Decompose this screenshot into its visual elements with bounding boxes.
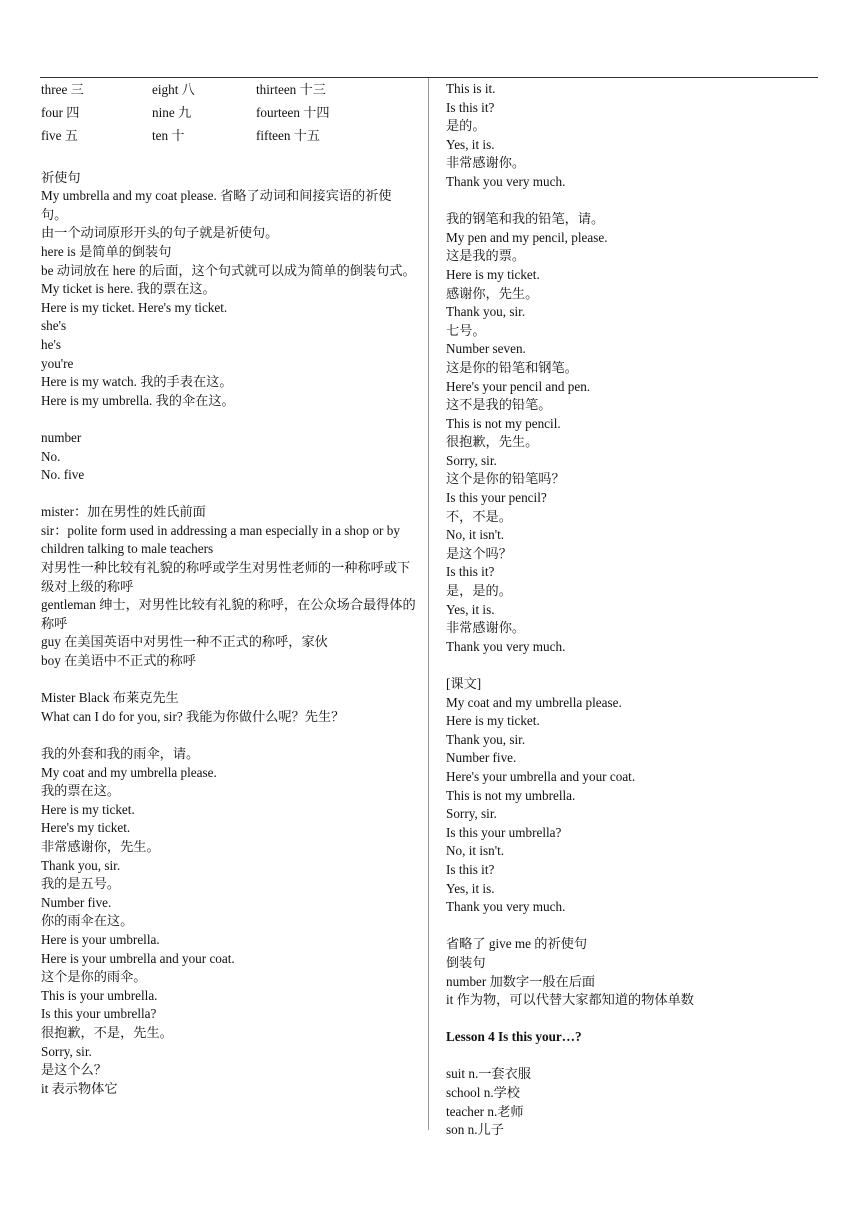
text-line: 非常感谢你。 [446, 620, 526, 636]
text-line: it 作为物，可以代替大家都知道的物体单数 [446, 992, 694, 1008]
text-line: 祈使句 [41, 169, 81, 185]
text-line: school n.学校 [446, 1085, 520, 1101]
left-column [41, 81, 417, 1098]
text-line [41, 150, 417, 169]
text-line: 这个是你的铅笔吗？ [446, 471, 565, 487]
text-line: Sorry, sir. [446, 806, 497, 822]
text-line: Thank you, sir. [446, 304, 526, 320]
text-line: My coat and my umbrella please. [446, 694, 622, 710]
text-line: Is this your umbrella? [41, 1006, 157, 1022]
text-line: he's [41, 336, 61, 352]
text-line [41, 485, 417, 504]
text-line: 我的钢笔和我的铅笔，请。 [446, 211, 605, 227]
text-line: 对男性一种比较有礼貌的称呼或学生对男性老师的一种称呼或下级对上级的称呼 [41, 560, 411, 594]
text-line: Is this your umbrella? [446, 824, 562, 840]
text-line: boy 在美语中不正式的称呼 [41, 653, 196, 669]
text-line: Here is my ticket. [446, 266, 540, 282]
column-divider [428, 78, 429, 1130]
text-line: This is your umbrella. [41, 987, 158, 1003]
text-line: My coat and my umbrella please. [41, 764, 217, 780]
text-line: No, it isn't. [446, 843, 505, 859]
text-line: Here is my ticket. Here's my ticket. [41, 299, 228, 315]
text-line: No. five [41, 467, 85, 483]
number-cell: eight 八 [152, 82, 195, 97]
text-line: Is this it? [446, 861, 495, 877]
text-line: What can I do for you, sir? 我能为你做什么呢？先生？ [41, 708, 345, 724]
text-line: Sorry, sir. [41, 1043, 92, 1059]
text-line [41, 726, 417, 745]
text-line: Thank you, sir. [41, 857, 121, 873]
text-line: Yes, it is. [446, 136, 495, 152]
text-line: 我的外套和我的雨伞，请。 [41, 746, 200, 761]
text-line: she's [41, 318, 67, 334]
text-line: 这个是你的雨伞。 [41, 969, 147, 985]
text-line: Sorry, sir. [446, 452, 497, 468]
text-line: 七号。 [446, 322, 486, 338]
text-line: 非常感谢你，先生。 [41, 838, 160, 854]
text-line: Thank you very much. [446, 638, 566, 654]
text-line: suit n.一套衣服 [446, 1066, 531, 1082]
text-line: gentleman 绅士，对男性比较有礼貌的称呼，在公众场合最得体的称呼 [41, 597, 416, 631]
text-line: Number five. [446, 750, 517, 766]
text-line: Mister Black 布莱克先生 [41, 690, 179, 706]
text-line: 这不是我的铅笔。 [446, 397, 552, 413]
text-line: Yes, it is. [446, 880, 495, 896]
text-line: be 动词放在 here 的后面，这个句式就可以成为简单的倒装句式。 [41, 262, 416, 278]
text-line: No, it isn't. [446, 527, 505, 543]
text-line: Number seven. [446, 341, 526, 357]
text-line: guy 在美国英语中对男性一种不正式的称呼，家伙 [41, 634, 328, 650]
text-line: Lesson 4 Is this your…? [446, 1029, 582, 1045]
text-line: My pen and my pencil, please. [446, 229, 608, 245]
text-line: 我的票在这。 [41, 783, 121, 799]
text-line: 感谢你，先生。 [446, 285, 539, 301]
text-line: Here's your pencil and pen. [446, 378, 591, 394]
number-cell: nine 九 [152, 105, 192, 120]
text-line: 是这个么？ [41, 1062, 107, 1078]
text-line: 你的雨伞在这。 [41, 913, 134, 929]
text-line: Is this your pencil? [446, 490, 547, 506]
text-line: number [41, 429, 82, 445]
number-cell: fourteen 十四 [256, 105, 330, 120]
text-line: Here is my ticket. [446, 713, 540, 729]
text-line: Thank you very much. [446, 899, 566, 915]
text-line: son n.儿子 [446, 1122, 504, 1138]
text-line [446, 917, 818, 936]
text-line: This is not my pencil. [446, 415, 561, 431]
text-line: 很抱歉，先生。 [446, 434, 539, 450]
text-line: This is it. [446, 81, 496, 96]
number-table [41, 81, 417, 150]
text-line: 倒装句 [446, 954, 486, 970]
text-line: Here's my ticket. [41, 820, 131, 836]
number-cell: thirteen 十三 [256, 82, 326, 97]
text-line: My umbrella and my coat please. 省略了动词和间接宾语的祈使句。 [41, 188, 392, 222]
text-line: you're [41, 355, 74, 371]
number-cell: four 四 [41, 105, 80, 120]
text-line: mister：加在男性的姓氏前面 [41, 504, 206, 520]
text-line: Yes, it is. [446, 601, 495, 617]
left-notes [41, 150, 417, 1098]
text-line: [课文] [446, 676, 482, 691]
text-line: 是，是的。 [446, 583, 512, 599]
text-line: 不，不是。 [446, 508, 512, 524]
text-line: No. [41, 448, 61, 464]
text-line [446, 192, 818, 211]
number-cell: ten 十 [152, 128, 185, 143]
number-cell: five 五 [41, 128, 78, 143]
text-line [446, 1010, 818, 1029]
text-line: Thank you, sir. [446, 731, 526, 747]
text-line: Here is my ticket. [41, 801, 135, 817]
text-line: 省略了 give me 的祈使句 [446, 936, 588, 952]
text-line: sir：polite form used in addressing a man especially in a shop or by children talking to male teachers [41, 522, 400, 557]
text-line [446, 656, 818, 675]
text-line: Here is my watch. 我的手表在这。 [41, 374, 233, 390]
right-notes [446, 80, 818, 1140]
text-line: 非常感谢你。 [446, 155, 526, 171]
text-line: 我的是五号。 [41, 876, 121, 892]
top-rule [40, 77, 818, 78]
text-line: 这是你的铅笔和钢笔。 [446, 359, 578, 375]
text-line: Is this it? [446, 564, 495, 580]
text-line: Number five. [41, 894, 112, 910]
text-line: it 表示物体它 [41, 1080, 118, 1096]
text-line: 由一个动词原形开头的句子就是祈使句。 [41, 225, 279, 241]
right-column [446, 80, 818, 1140]
text-line: 是这个吗？ [446, 545, 512, 561]
number-cell: fifteen 十五 [256, 128, 321, 143]
text-line: Thank you very much. [446, 173, 566, 189]
text-line: 这是我的票。 [446, 248, 526, 264]
text-line: Here is your umbrella. [41, 931, 160, 947]
text-line: This is not my umbrella. [446, 787, 576, 803]
text-line: Here is my umbrella. 我的伞在这。 [41, 392, 235, 408]
text-line [41, 410, 417, 429]
text-line: Is this it? [446, 99, 495, 115]
text-line [41, 671, 417, 690]
text-line [446, 1047, 818, 1066]
text-line: teacher n.老师 [446, 1103, 524, 1119]
text-line: Here's your umbrella and your coat. [446, 768, 636, 784]
text-line: here is 是简单的倒装句 [41, 243, 172, 259]
text-line: 很抱歉，不是，先生。 [41, 1024, 173, 1040]
text-line: Here is your umbrella and your coat. [41, 950, 235, 966]
text-line: 是的。 [446, 118, 486, 134]
text-line: number 加数字一般在后面 [446, 973, 596, 989]
number-cell: three 三 [41, 82, 84, 97]
text-line: My ticket is here. 我的票在这。 [41, 281, 216, 297]
